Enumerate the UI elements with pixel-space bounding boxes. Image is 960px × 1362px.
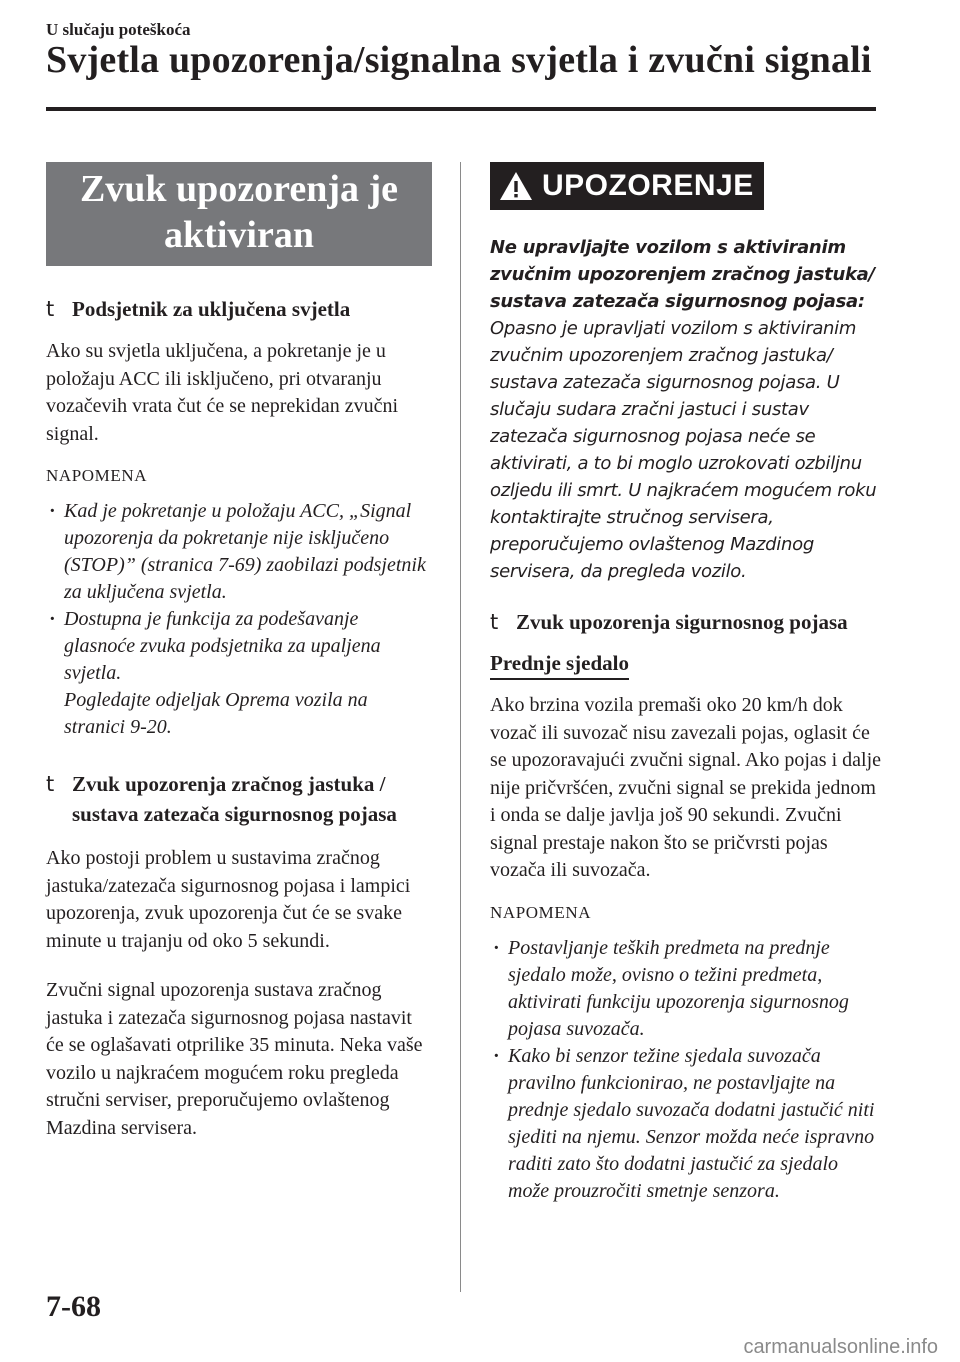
lights-reminder-heading bbox=[46, 294, 432, 324]
section-title-box: Zvuk upozorenja je aktiviran bbox=[46, 162, 432, 266]
heading-marker-icon: t bbox=[46, 297, 55, 321]
airbag-warning-body-2: Zvučni signal upozorenja sustava zračnog jastuka i zatezača sigurnosnog pojasa nastavit će se oglašavati otprilike 35 minuta. Neka vaše vozilo u najkraćem mogućem roku pregleda stručni serviser, preporučujemo ovlaštenog Mazdina servisera. bbox=[46, 979, 423, 1139]
seatbelt-warning-title: Zvuk upozorenja sigurnosnog pojasa bbox=[516, 610, 848, 634]
left-column bbox=[46, 162, 432, 1142]
note-item: · Kad je pokretanje u položaju ACC, „Signal upozorenja da pokretanje nije isključeno (STOP)” (stranica 7-69) zaobilazi podsjetnik za uključena svjetla. bbox=[46, 498, 432, 606]
warning-body: Opasno je upravljati vozilom s aktiviranim zvučnim upozorenjem zračnog jastuka/ sustava zatezača sigurnosnog pojasa. U slučaju sudara zračni jastuci i sustav zatezača sigurnosnog pojasa neće se aktivirati, a to bi moglo uzrokovati ozbiljnu ozljedu ili smrt. U najkraćem mogućem roku kontaktirajte stručnog servisera, preporučujemo ovlaštenog Mazdinog servisera, da pregleda vozilo. bbox=[490, 318, 877, 582]
warning-label: UPOZORENJE bbox=[542, 169, 754, 202]
title-divider bbox=[46, 107, 876, 111]
lights-reminder-title: Podsjetnik za uključena svjetla bbox=[72, 297, 351, 321]
note-label: NAPOMENA bbox=[46, 466, 148, 485]
note-item: · Dostupna je funkcija za podešavanje glasnoće zvuka podsjetnika za upaljena svjetla. Pogledajte odjeljak Oprema vozila na stranici 9-20. bbox=[46, 606, 432, 741]
warning-lead: Ne upravljajte vozilom s aktiviranim zvučnim upozorenjem zračnog jastuka/ sustava zatezača sigurnosnog pojasa: bbox=[490, 237, 875, 312]
warning-triangle-icon bbox=[498, 170, 534, 202]
seatbelt-warning-body: Ako brzina vozila premaši oko 20 km/h dok vozač ili suvozač nisu zavezali pojas, oglasit će se upozoravajući zvučni signal. Ako pojas i dalje nije pričvršćen, zvučni signal se prekida jednom i onda se dalje javlja još 90 sekundi. Zvučni signal prestaje nakon što se pričvrsti pojas vozača ili suvozača. bbox=[490, 694, 882, 881]
front-seat-subheading: Prednje sjedalo bbox=[490, 649, 629, 680]
warning-text bbox=[490, 234, 882, 585]
front-seat-subheading-wrap bbox=[490, 649, 882, 680]
page-title: Svjetla upozorenja/signalna svjetla i zvučni signali bbox=[46, 39, 872, 81]
airbag-warning-title: Zvuk upozorenja zračnog jastuka / sustava zatezača sigurnosnog pojasa bbox=[72, 772, 397, 826]
lights-reminder-notes bbox=[46, 498, 432, 741]
watermark: carmanualsonline.info bbox=[743, 1336, 938, 1358]
heading-marker-icon: t bbox=[490, 610, 499, 634]
heading-marker-icon: t bbox=[46, 772, 55, 796]
right-column bbox=[490, 162, 882, 1205]
lights-reminder-body: Ako su svjetla uključena, a pokretanje je u položaju ACC ili isključeno, pri otvaranju vozačevih vrata čut će se neprekidan zvučni signal. bbox=[46, 340, 399, 445]
breadcrumb: U slučaju poteškoća bbox=[46, 20, 191, 39]
note-item: · Kako bi senzor težine sjedala suvozača pravilno funkcionirao, ne postavljajte na prednje sjedalo suvozača dodatni jastučić niti sjediti na njemu. Senzor možda neće ispravno raditi zato što dodatni jastučić za sjedalo može prouzročiti smetnje senzora. bbox=[490, 1043, 882, 1205]
page-number: 7-68 bbox=[46, 1290, 101, 1323]
seatbelt-notes bbox=[490, 935, 882, 1205]
note-item: · Postavljanje teških predmeta na prednje sjedalo može, ovisno o težini predmeta, aktivirati funkciju upozorenja sigurnosnog pojasa suvozača. bbox=[490, 935, 882, 1043]
note-label: NAPOMENA bbox=[490, 902, 592, 922]
airbag-warning-body-1: Ako postoji problem u sustavima zračnog jastuka/zatezača sigurnosnog pojasa i lampici upozorenja, zvuk upozorenja čut će se svake minute u trajanju od oko 5 sekundi. bbox=[46, 847, 411, 952]
warning-badge bbox=[490, 162, 764, 210]
seatbelt-warning-heading bbox=[490, 607, 882, 637]
airbag-warning-heading bbox=[46, 769, 432, 829]
column-divider bbox=[460, 162, 461, 1292]
